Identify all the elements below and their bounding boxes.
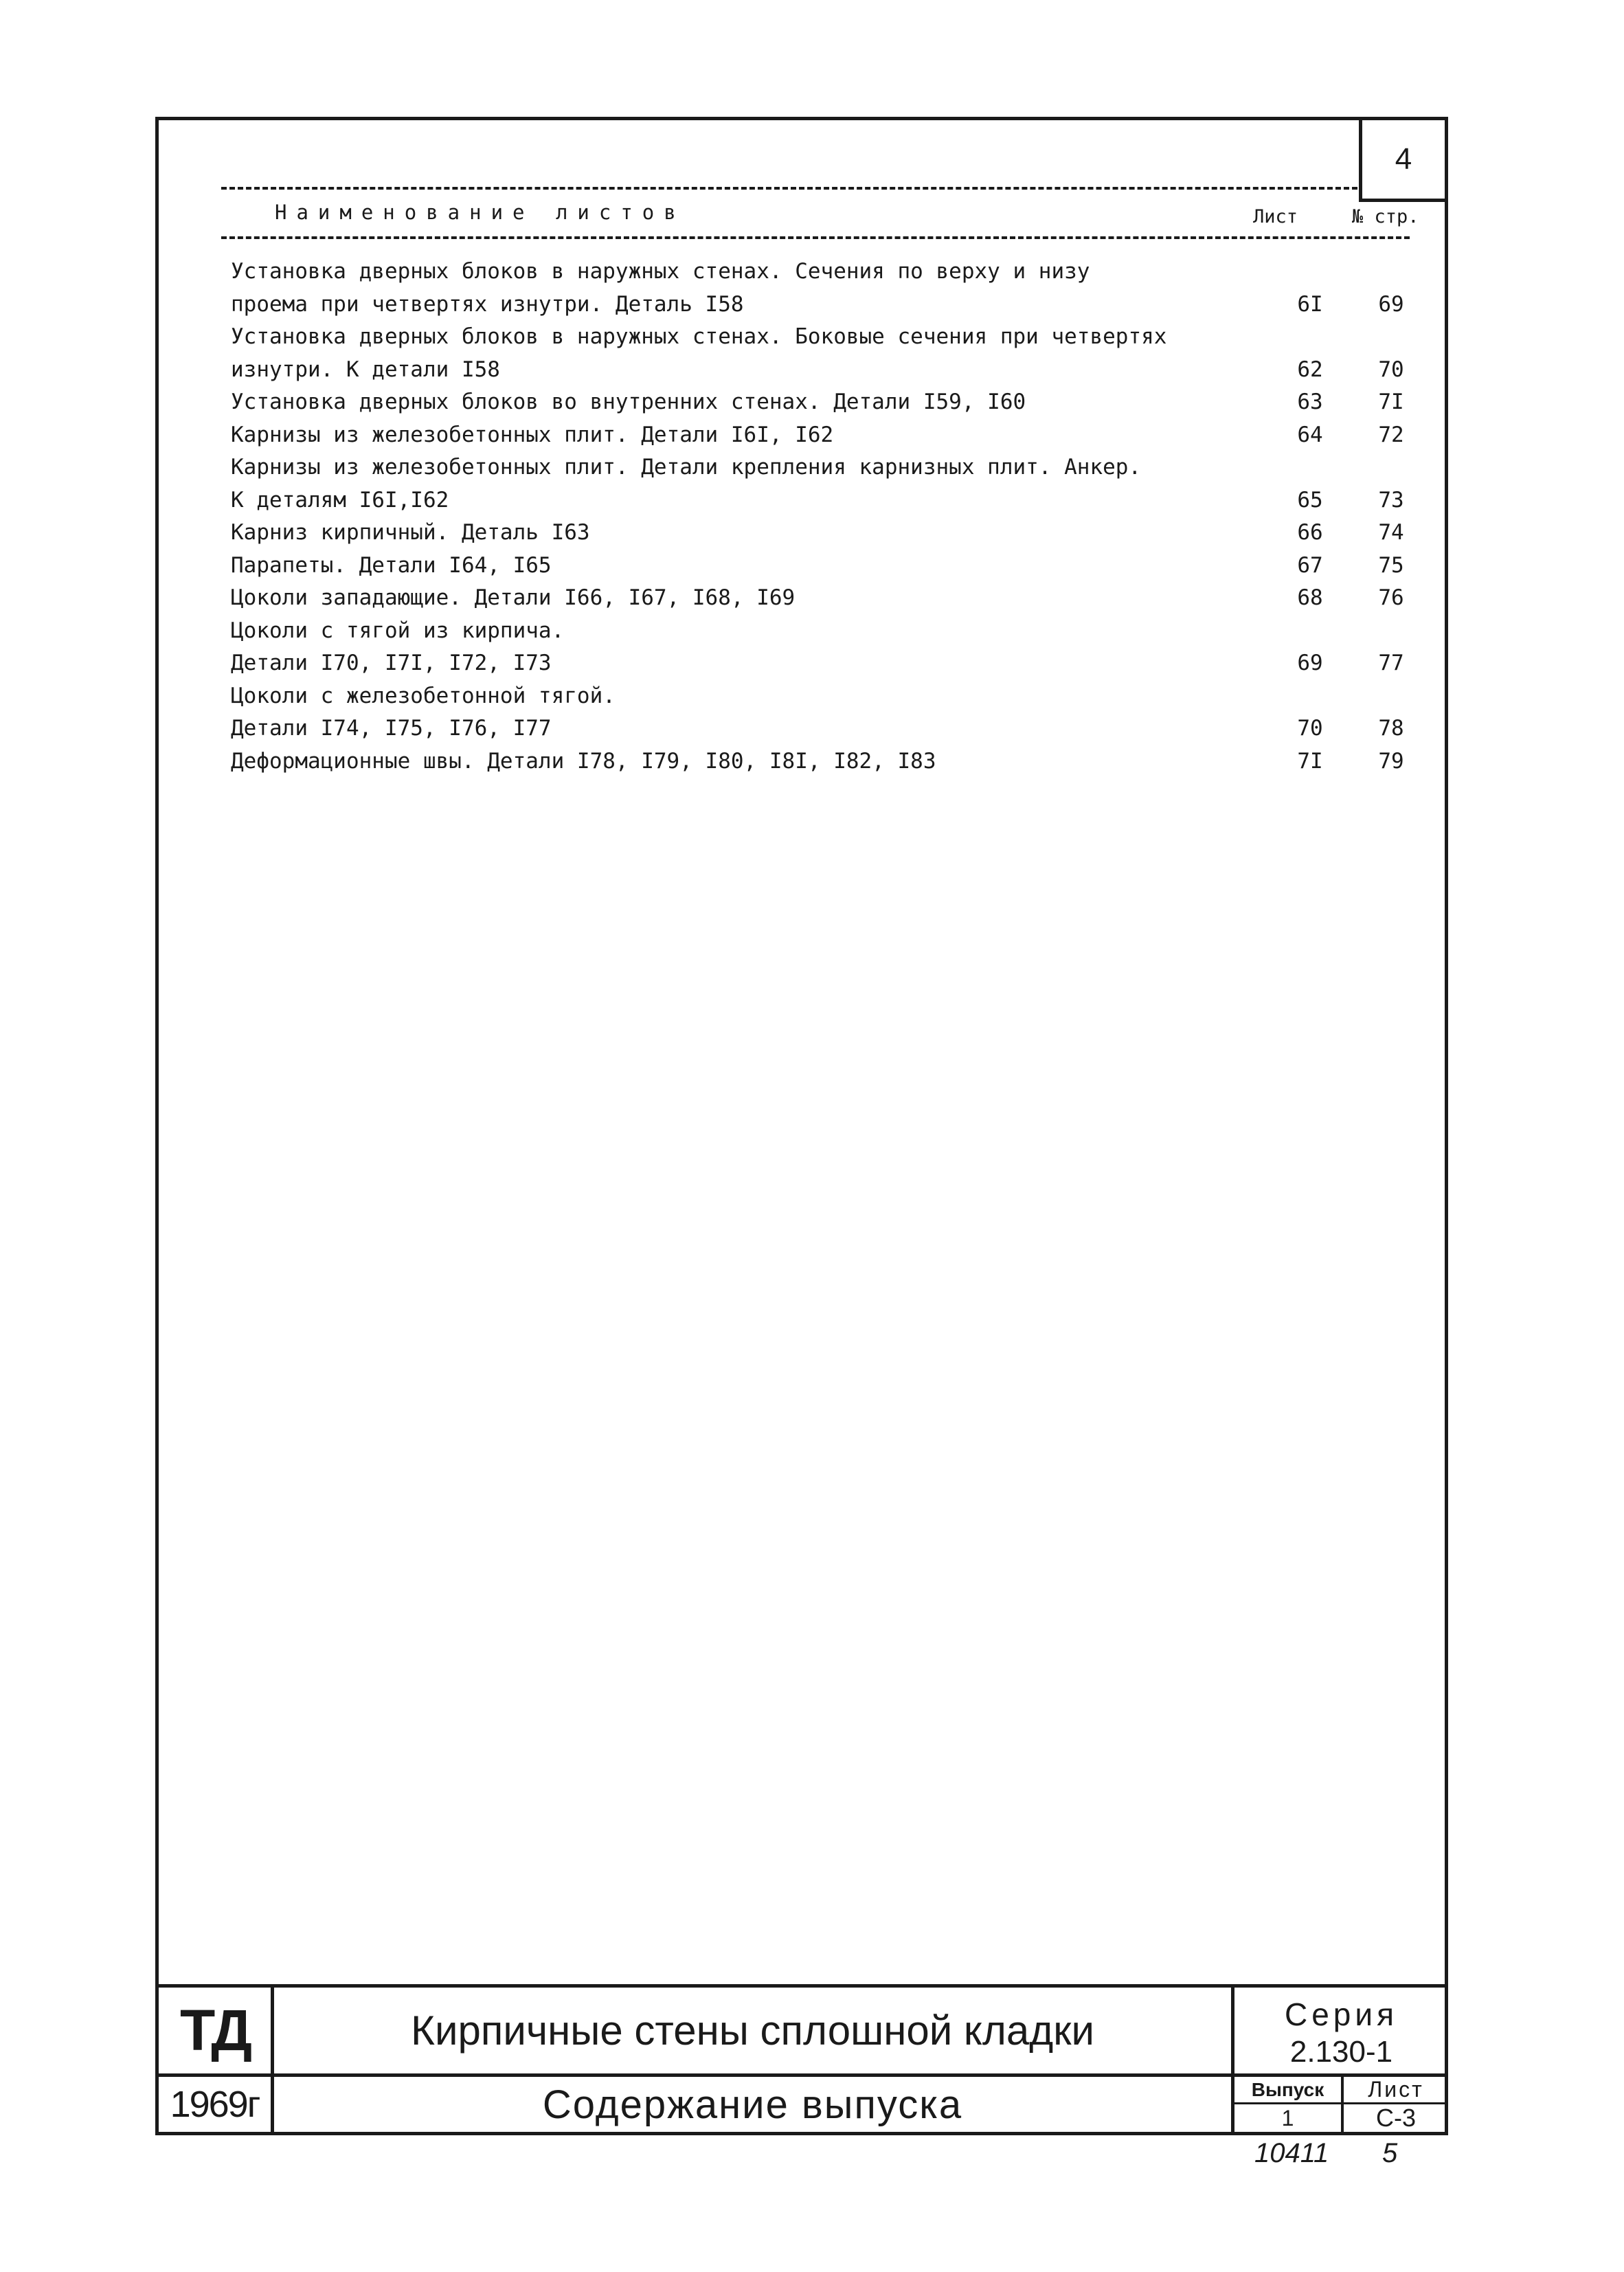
title-sub: Содержание выпуска — [542, 2082, 963, 2127]
header-top-rule — [221, 187, 1357, 190]
list-item-sheet: 62 — [1297, 357, 1323, 382]
list-item-title: Детали I74, I75, I76, I77 — [231, 716, 552, 741]
table-header — [275, 201, 1624, 231]
issue-value: 1 — [1281, 2105, 1294, 2130]
list-item — [231, 647, 1426, 680]
list-item — [231, 321, 1426, 354]
column-header-list: Лист — [1253, 206, 1298, 227]
list-item — [231, 517, 1426, 550]
list-item — [231, 484, 1426, 517]
year: 1969г — [170, 2084, 260, 2125]
list-item — [231, 615, 1426, 648]
list-item-title: Установка дверных блоков в наружных стенах. Боковые сечения при четвертях — [231, 324, 1167, 349]
list-item-page: 73 — [1378, 487, 1404, 513]
series-value: 2.130-1 — [1289, 2035, 1393, 2069]
contents-list — [231, 256, 1426, 778]
list-item — [231, 419, 1426, 452]
list-item-sheet: 69 — [1297, 651, 1323, 675]
list-item — [231, 745, 1426, 778]
list-item-title: Карниз кирпичный. Деталь I63 — [231, 520, 590, 545]
list-item-title: Цоколи с тягой из кирпича. — [231, 618, 565, 643]
title-block-bottom-line — [155, 2132, 1448, 2135]
list-item-sheet: 70 — [1297, 716, 1323, 741]
list-item-title: Установка дверных блоков во внутренних стенах. Детали I59, I60 — [231, 390, 1026, 414]
list-item-sheet: 7I — [1297, 748, 1323, 774]
list-item — [231, 354, 1426, 387]
list-item — [231, 712, 1426, 745]
list-item-page: 69 — [1378, 291, 1404, 317]
list-item-sheet: 65 — [1297, 487, 1323, 513]
list-item — [231, 386, 1426, 419]
list-item — [231, 289, 1426, 322]
list-item-title: Детали I70, I7I, I72, I73 — [231, 651, 552, 675]
list-item-sheet: 67 — [1297, 552, 1323, 578]
td-mark: ТД — [179, 1998, 250, 2062]
list-item-page: 77 — [1378, 651, 1404, 675]
list-item-title: Цоколи западающие. Детали I66, I67, I68, I69 — [231, 585, 796, 610]
list-item-page: 79 — [1378, 748, 1404, 774]
list-item-sheet: 63 — [1297, 390, 1323, 414]
list-item-page: 75 — [1378, 552, 1404, 578]
page-number: 4 — [1359, 117, 1448, 202]
list-item — [231, 550, 1426, 583]
list-item-sheet: 64 — [1297, 422, 1323, 447]
list-item-page: 72 — [1378, 422, 1404, 447]
list-item-title: Установка дверных блоков в наружных стенах. Сечения по верху и низу — [231, 259, 1090, 284]
title-block — [155, 1984, 1448, 2135]
list-item-page: 74 — [1378, 520, 1404, 545]
list-item-sheet: 6I — [1297, 291, 1323, 317]
list-item-page: 70 — [1378, 357, 1404, 382]
series-label: Серия — [1285, 1997, 1398, 2032]
header-bottom-rule — [221, 236, 1410, 239]
list-item — [231, 451, 1426, 484]
column-header-page: № стр. — [1352, 206, 1419, 227]
list-item-title: Карнизы из железобетонных плит. Детали I6I, I62 — [231, 422, 834, 447]
list-item — [231, 680, 1426, 713]
list-item-page: 78 — [1378, 716, 1404, 741]
copy-number: 5 — [1382, 2138, 1398, 2168]
list-item-title: Карнизы из железобетонных плит. Детали крепления карнизных плит. Анкер. — [231, 455, 1142, 480]
list-item-title: изнутри. К детали I58 — [231, 357, 500, 382]
list-item-sheet: 66 — [1297, 520, 1323, 545]
list-item-page: 76 — [1378, 585, 1404, 610]
list-item — [231, 256, 1426, 289]
title-main: Кирпичные стены сплошной кладки — [411, 2007, 1094, 2054]
column-header-name: Наименование листов — [275, 201, 686, 224]
list-item-page: 7I — [1378, 390, 1404, 414]
list-item-title: Парапеты. Детали I64, I65 — [231, 552, 552, 578]
sheet-value: С-3 — [1375, 2104, 1416, 2132]
issue-label: Выпуск — [1251, 2078, 1324, 2100]
list-item-title: К деталям I6I,I62 — [231, 487, 449, 513]
list-item-title: Цоколи с железобетонной тягой. — [231, 683, 616, 708]
list-item — [231, 582, 1426, 615]
sheet-label: Лист — [1368, 2077, 1424, 2102]
order-number: 10411 — [1254, 2138, 1329, 2168]
list-item-sheet: 68 — [1297, 585, 1323, 610]
list-item-title: проема при четвертях изнутри. Деталь I58 — [231, 291, 744, 317]
list-item-title: Деформационные швы. Детали I78, I79, I80, I8I, I82, I83 — [231, 748, 936, 774]
